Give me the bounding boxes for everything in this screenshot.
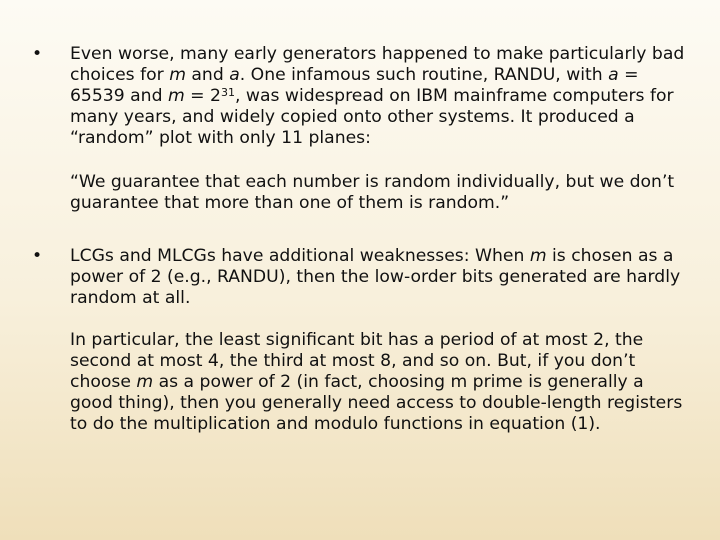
bullet-marker: • (32, 246, 43, 266)
paragraph-low-order-bits: In particular, the least significant bit has a period of at most 2, the second at most 4, the third at most 8, and so on. But, if you don’t choose m as a power of 2 (in fact, choosing m prime is generally a good thing), then you generally need access to double-length registers to do the multiplication and modulo functions in equation (1). (70, 330, 683, 434)
bullet-item-randu (32, 44, 692, 149)
bullet-text-randu: Even worse, many early generators happened to make particularly bad choices for m and a. One infamous such routine, RANDU, with a = 65539 and $m = 2^{31}$, was widespread on IBM mainframe computers for many years, and widely copied onto other systems. It produced a “random” plot with only 11 planes: (70, 44, 685, 148)
bullet-item-weaknesses (32, 246, 692, 309)
exponent: 31 (220, 85, 235, 99)
bullet-text-weaknesses: LCGs and MLCGs have additional weaknesses: When m is chosen as a power of 2 (e.g., RANDU), then the low-order bits generated are hardly random at all. (70, 246, 681, 308)
quote-text: “We guarantee that each number is random individually, but we don’t guarantee that more than one of them is random.” (70, 172, 675, 213)
bullet-marker: • (32, 44, 43, 64)
